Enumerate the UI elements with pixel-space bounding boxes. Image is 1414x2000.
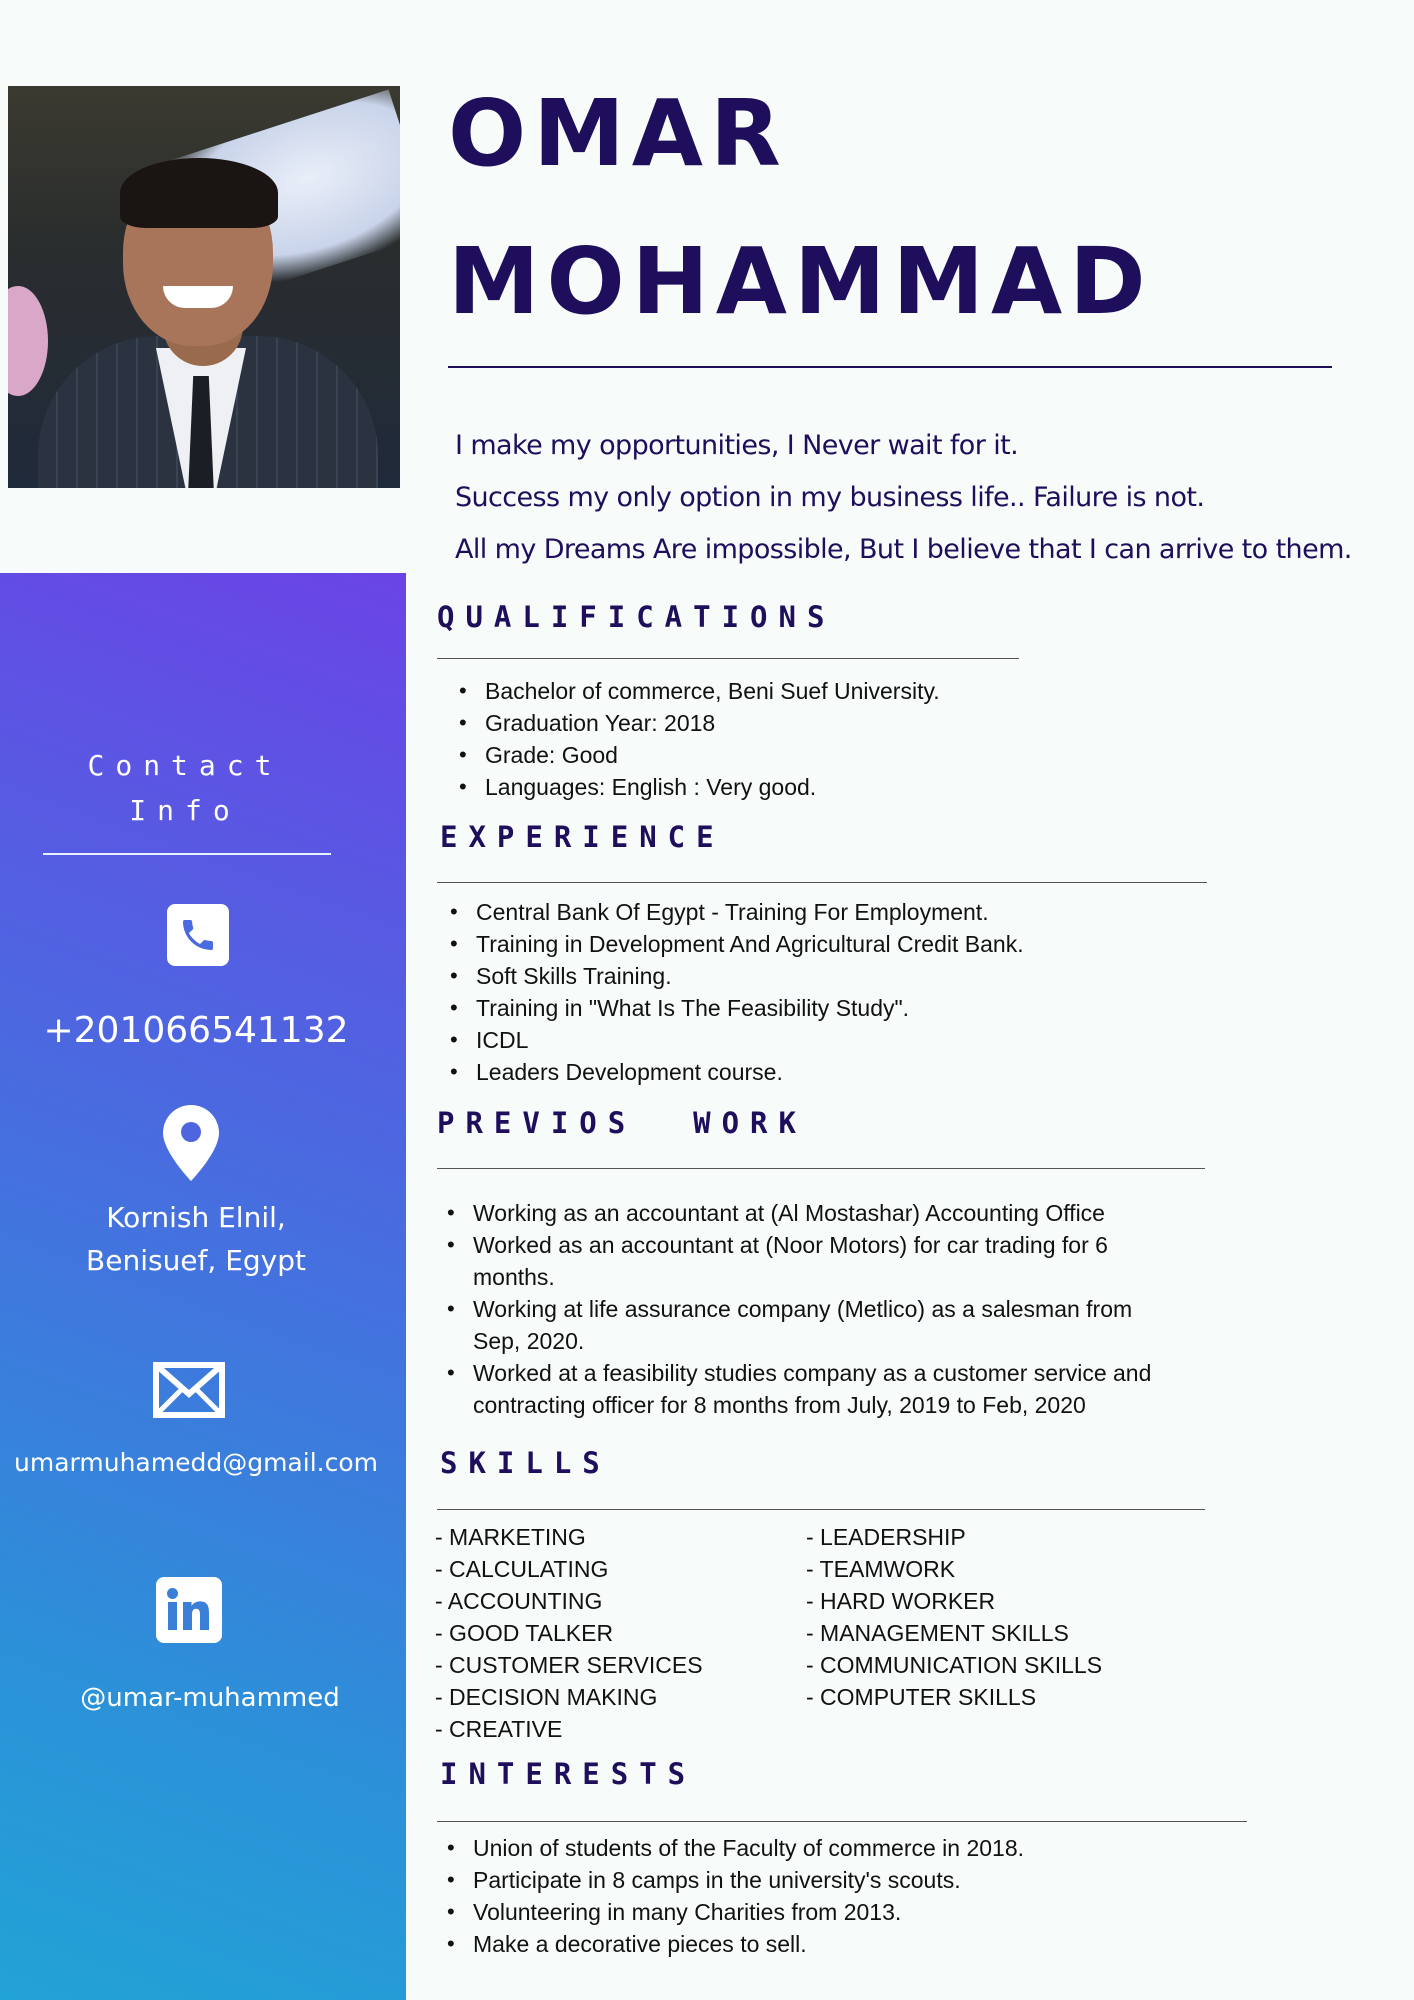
- email-address[interactable]: umarmuhamedd@gmail.com: [14, 1448, 378, 1477]
- list-item: • Grade: Good: [455, 739, 940, 771]
- phone-icon: [167, 904, 229, 966]
- skills-divider: [437, 1509, 1205, 1510]
- address-line: Kornish Elnil,: [106, 1201, 286, 1234]
- list-item: • Working as an accountant at (Al Mostashar) Accounting Office: [443, 1197, 1183, 1229]
- qualifications-divider: [437, 658, 1019, 659]
- skill-item: - CUSTOMER SERVICES: [435, 1652, 703, 1678]
- list-item: • Soft Skills Training.: [446, 960, 1024, 992]
- list-item: • Worked at a feasibility studies company as a customer service and contracting officer for 8 months from July, 2019 to Feb, 2020: [443, 1357, 1183, 1421]
- skill-item: - CREATIVE: [435, 1716, 563, 1742]
- list-item: • Central Bank Of Egypt - Training For Employment.: [446, 896, 1024, 928]
- location-pin-icon: [163, 1105, 219, 1181]
- interests-list: [443, 1832, 1024, 1960]
- skill-item: - CALCULATING: [435, 1556, 609, 1582]
- experience-heading: EXPERIENCE: [440, 820, 725, 854]
- skill-item: - GOOD TALKER: [435, 1620, 614, 1646]
- motto-line: Success my only option in my business life.. Failure is not.: [455, 482, 1205, 513]
- skills-column-left: [435, 1521, 703, 1745]
- contact-title-line: Info: [129, 794, 241, 827]
- linkedin-icon: [156, 1577, 222, 1643]
- list-item: • Make a decorative pieces to sell.: [443, 1928, 1024, 1960]
- profile-photo: [8, 86, 400, 488]
- skill-item: - TEAMWORK: [806, 1556, 956, 1582]
- skill-item: - COMPUTER SKILLS: [806, 1684, 1037, 1710]
- list-item: • Leaders Development course.: [446, 1056, 1024, 1088]
- contact-sidebar: [0, 573, 406, 2000]
- linkedin-handle[interactable]: @umar-muhammed: [80, 1683, 340, 1713]
- skills-heading: SKILLS: [440, 1446, 611, 1480]
- list-item: • Worked as an accountant at (Noor Motors) for car trading for 6 months.: [443, 1229, 1183, 1293]
- phone-number: +201066541132: [43, 1010, 349, 1051]
- skill-item: - ACCOUNTING: [435, 1588, 603, 1614]
- list-item: • Working at life assurance company (Metlico) as a salesman from Sep, 2020.: [443, 1293, 1183, 1357]
- last-name: MOHAMMAD: [448, 228, 1153, 335]
- name-divider: [448, 366, 1332, 368]
- list-item: • Participate in 8 camps in the university's scouts.: [443, 1864, 1024, 1896]
- list-item: • Union of students of the Faculty of commerce in 2018.: [443, 1832, 1024, 1864]
- address: [0, 1196, 392, 1282]
- experience-divider: [437, 882, 1207, 883]
- list-item: • Bachelor of commerce, Beni Suef University.: [455, 675, 940, 707]
- skill-item: - HARD WORKER: [806, 1588, 996, 1614]
- skill-item: - MANAGEMENT SKILLS: [806, 1620, 1069, 1646]
- experience-list: [446, 896, 1024, 1088]
- list-item: • Volunteering in many Charities from 2013.: [443, 1896, 1024, 1928]
- list-item: • Languages: English : Very good.: [455, 771, 940, 803]
- motto-block: [455, 420, 1355, 576]
- address-line: Benisuef, Egypt: [86, 1244, 306, 1277]
- skill-item: - DECISION MAKING: [435, 1684, 658, 1710]
- first-name: OMAR: [448, 80, 788, 187]
- interests-heading: INTERESTS: [440, 1757, 697, 1791]
- skill-item: - COMMUNICATION SKILLS: [806, 1652, 1103, 1678]
- previous-work-heading: PREVIOS WORK: [437, 1106, 807, 1140]
- motto-line: I make my opportunities, I Never wait for it.: [455, 430, 1019, 461]
- contact-title-line: Contact: [87, 749, 283, 782]
- list-item: • Training in Development And Agricultural Credit Bank.: [446, 928, 1024, 960]
- previous-work-list: [443, 1197, 1183, 1421]
- qualifications-heading: QUALIFICATIONS: [437, 600, 836, 634]
- contact-divider: [43, 853, 331, 855]
- skill-item: - LEADERSHIP: [806, 1524, 966, 1550]
- qualifications-list: [455, 675, 940, 803]
- skills-column-right: [806, 1521, 1102, 1713]
- skill-item: - MARKETING: [435, 1524, 586, 1550]
- list-item: • Graduation Year: 2018: [455, 707, 940, 739]
- interests-divider: [437, 1821, 1247, 1822]
- motto-line: All my Dreams Are impossible, But I believe that I can arrive to them.: [455, 534, 1352, 565]
- list-item: • Training in "What Is The Feasibility Study".: [446, 992, 1024, 1024]
- previous-work-divider: [437, 1168, 1205, 1169]
- list-item: • ICDL: [446, 1024, 1024, 1056]
- contact-title: [0, 743, 370, 833]
- mail-icon: [153, 1362, 225, 1418]
